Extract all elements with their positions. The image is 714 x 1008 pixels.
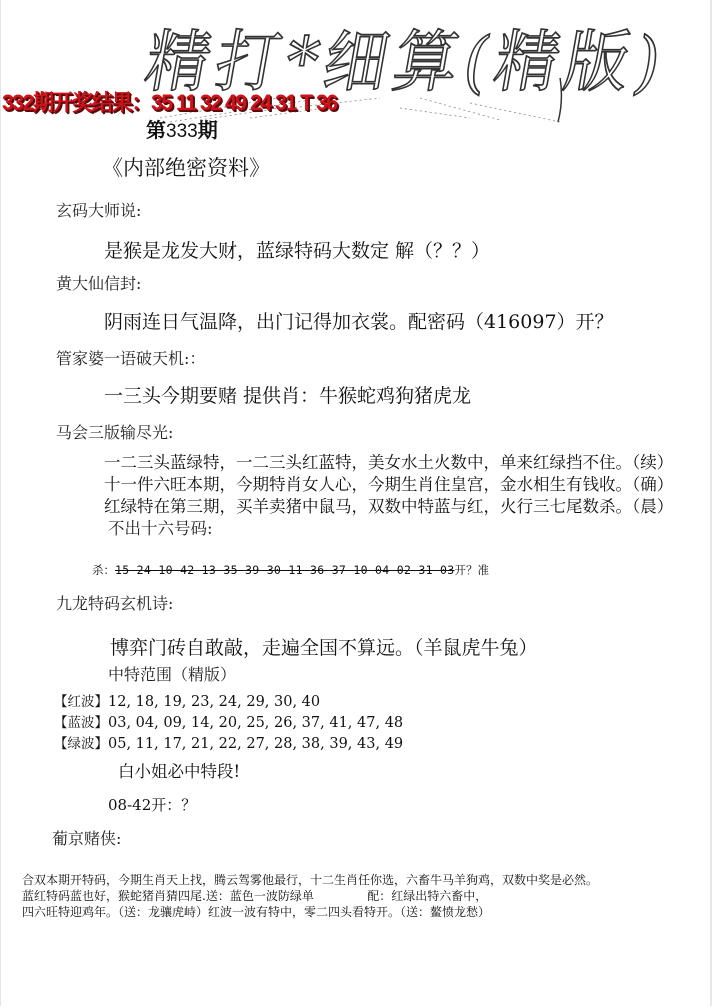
range-open-line: 08-42开：？	[108, 796, 197, 814]
wave-green-numbers: 05, 11, 17, 21, 22, 27, 28, 38, 39, 43, 49	[108, 736, 404, 752]
previous-draw-result: 332期开奖结果：35 11 32 49 24 31 T 36	[2, 90, 337, 115]
kill-prefix: 杀：	[92, 563, 115, 577]
footer-line: 蓝红特码蓝也好，猴蛇猪肖猜四尾.送：蓝色一波防绿单 配：红绿出特六畜中，	[22, 889, 488, 903]
wave-green-tag: 【绿波】	[54, 736, 108, 752]
footer-line: 四六旺特迎鸡年。（送：龙骧虎峙）红波一波有特中，零二四头看特开。（送：鳌愤龙愁）	[22, 905, 491, 919]
section-label-jiulong: 九龙特码玄机诗:	[56, 594, 174, 613]
wave-blue-numbers: 03, 04, 09, 14, 20, 25, 26, 37, 41, 47, 48	[108, 715, 404, 731]
jiulong-poem: 博弈门砖自敢敲，走遍全国不算远。（羊鼠虎牛兔）	[110, 637, 538, 659]
document-title: 《内部绝密资料》	[102, 156, 270, 180]
kill-numbers-line	[92, 562, 489, 578]
wave-blue-tag: 【蓝波】	[54, 715, 108, 731]
wave-green-row	[54, 732, 403, 752]
kill-suffix: 开？准	[454, 563, 490, 577]
current-issue	[146, 114, 218, 143]
exclude-sixteen-label: 不出十六号码:	[108, 519, 213, 538]
section-label-mahui: 马会三版输尽光:	[56, 423, 174, 442]
banner-title-text: 精打*细算(精版)	[139, 24, 673, 102]
wave-red-row	[54, 690, 320, 710]
range-label: 中特范围（精版）	[108, 665, 237, 684]
section-label-xuanma: 玄码大师说:	[56, 201, 142, 220]
mahui-poem	[104, 452, 673, 518]
section-label-huangdaxian: 黄大仙信封:	[56, 274, 142, 293]
section-text-xuanma: 是猴是龙发大财，蓝绿特码大数定 解（？？）	[104, 240, 491, 262]
issue-prefix: 第	[146, 120, 166, 142]
kill-numbers: 15 24 10 42 13 35 39 30 11 36 37 10 04 02 31 03	[115, 563, 455, 577]
issue-number: 333	[166, 121, 198, 142]
poem-line: 十一件六旺本期，今期特肖女人心，今期生肖住皇宫，金水相生有钱收。（确）	[104, 475, 674, 494]
issue-suffix: 期	[197, 120, 218, 142]
footer-line: 合双本期开特码，今期生肖天上找，腾云驾雾他最行，十二生肖任你选，六畜牛马羊狗鸡，双数中奖是必然。	[22, 873, 599, 887]
section-text-huangdaxian: 阴雨连日气温降，出门记得加衣裳。配密码（416097）开？	[104, 311, 614, 333]
section-text-guanjiapo: 一三头今期要赌 提供肖：牛猴蛇鸡狗猪虎龙	[104, 385, 472, 407]
poem-line: 一二三头蓝绿特，一二三头红蓝特，美女水土火数中，单来红绿挡不住。（续）	[104, 453, 674, 472]
wave-blue-row	[54, 711, 403, 731]
footer-poem-block	[22, 872, 598, 920]
bai-xiaojie-line: 白小姐必中特段!	[118, 762, 241, 781]
section-label-guanjiapo: 管家婆一语破天机:：	[56, 349, 206, 368]
section-label-pujing: 葡京赌侠:	[52, 829, 122, 848]
wave-red-tag: 【红波】	[54, 694, 108, 710]
wave-red-numbers: 12, 18, 19, 23, 24, 29, 30, 40	[108, 694, 321, 710]
poem-line: 红绿特在第三期，买羊卖猪中鼠马，双数中特蓝与红，火行三七尾数杀。（晨）	[104, 497, 674, 516]
